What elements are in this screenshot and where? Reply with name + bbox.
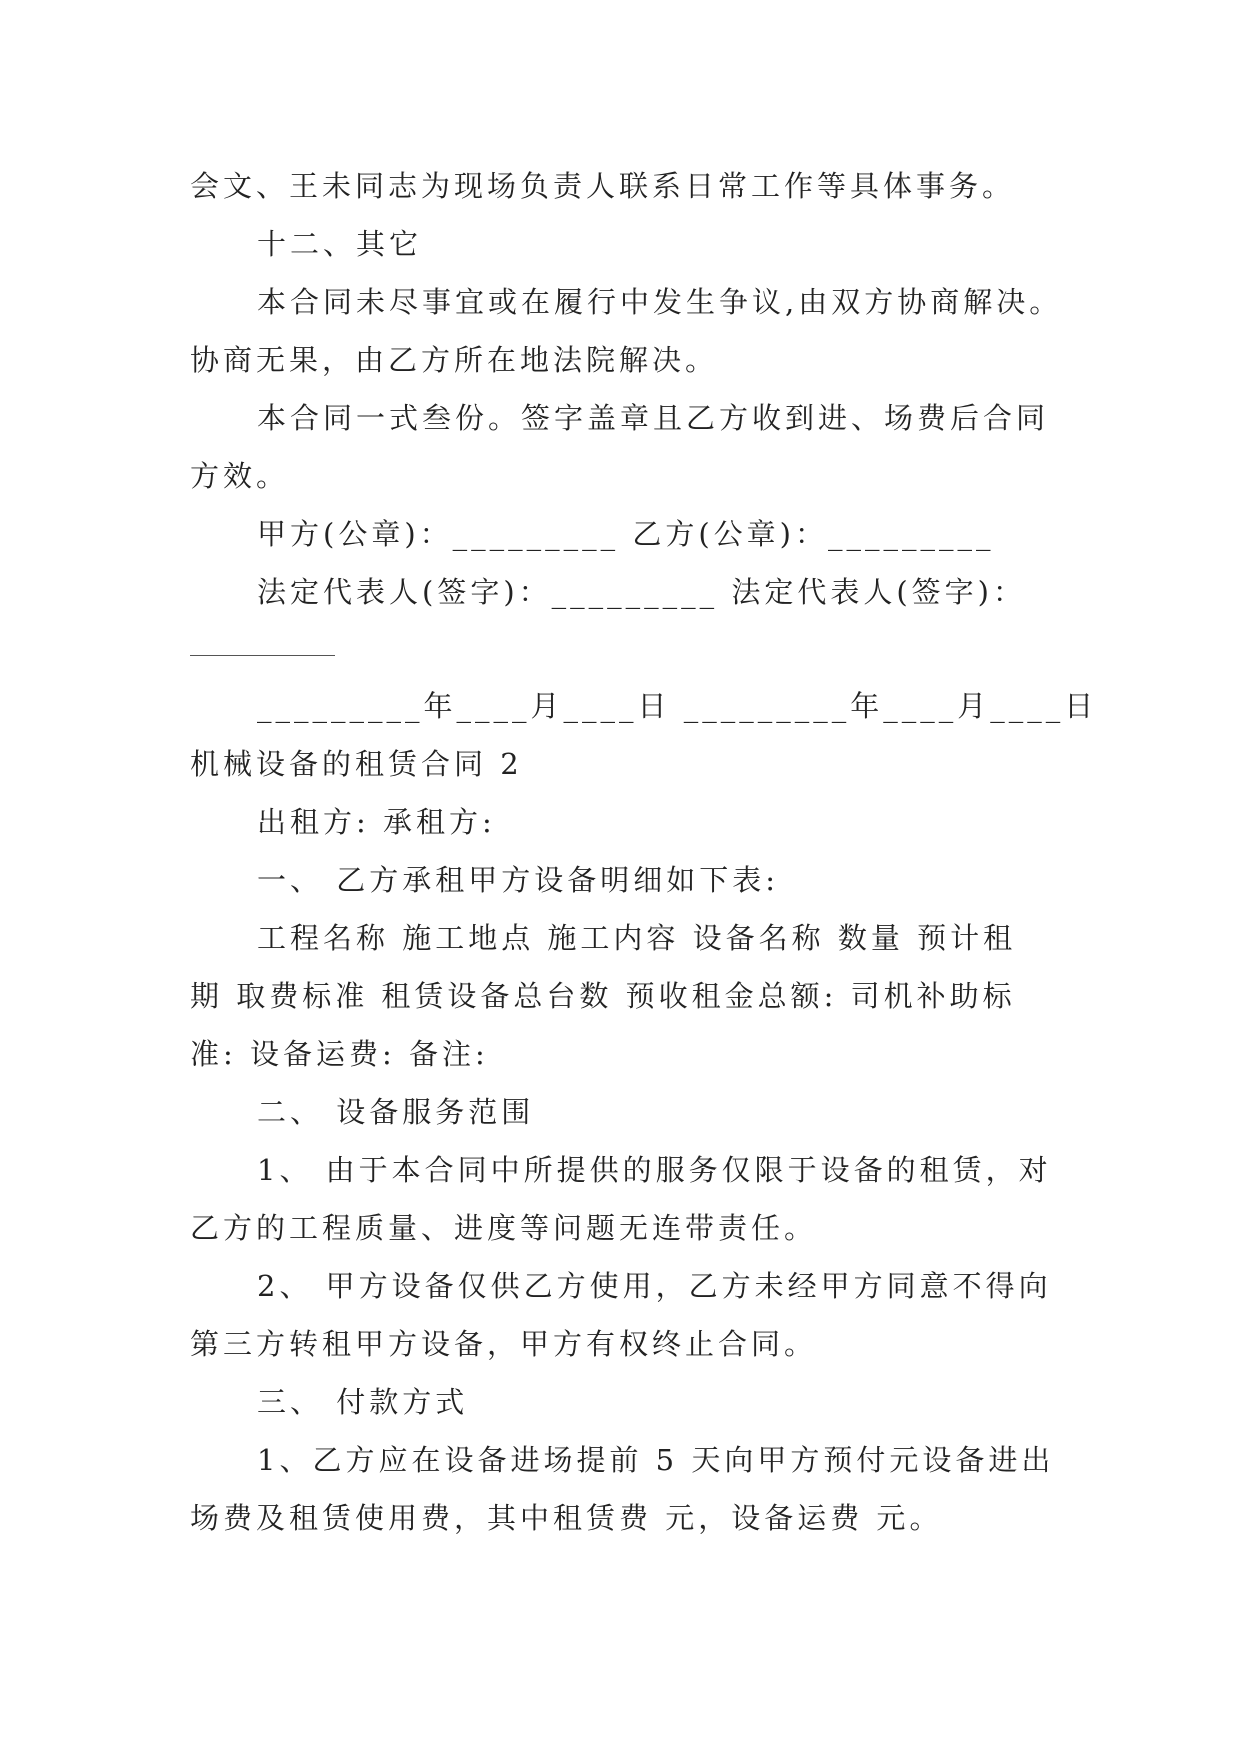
section-heading: 一、 乙方承租甲方设备明细如下表: <box>257 863 779 897</box>
signature-blank <box>190 655 335 656</box>
text-line: 第三方转租甲方设备，甲方有权终止合同。 <box>190 1327 818 1361</box>
section-heading: 三、 付款方式 <box>257 1385 469 1419</box>
text-line: 1、乙方应在设备进场提前 5 天向甲方预付元设备进出 <box>257 1443 1055 1477</box>
date-line: _________年____月____日 _________年____月____日 <box>257 689 1098 723</box>
text-line: 出租方: 承租方: <box>257 805 496 839</box>
text-line: 协商无果，由乙方所在地法院解决。 <box>190 343 719 377</box>
text-line: 工程名称 施工地点 施工内容 设备名称 数量 预计租 <box>257 921 1017 955</box>
text-line: 本合同一式叁份。签字盖章且乙方收到进、场费后合同 <box>257 401 1050 435</box>
text-line: 本合同未尽事宜或在履行中发生争议,由双方协商解决。 <box>257 285 1063 319</box>
text-line: 2、 甲方设备仅供乙方使用，乙方未经甲方同意不得向 <box>257 1269 1052 1303</box>
text-line: 方效。 <box>190 459 290 493</box>
text-line: 会文、王未同志为现场负责人联系日常工作等具体事务。 <box>190 169 1016 203</box>
section-heading: 十二、其它 <box>257 227 423 261</box>
document-title: 机械设备的租赁合同 2 <box>190 747 523 781</box>
section-heading: 二、 设备服务范围 <box>257 1095 535 1129</box>
text-line: 乙方的工程质量、进度等问题无连带责任。 <box>190 1211 818 1245</box>
text-line: 1、 由于本合同中所提供的服务仅限于设备的租赁，对 <box>257 1153 1052 1187</box>
signature-line: 法定代表人(签字)：_________ 法定代表人(签字)： <box>257 575 1026 609</box>
text-line: 准: 设备运费: 备注: <box>190 1037 489 1071</box>
signature-line: 甲方(公章)：_________ 乙方(公章)：_________ <box>257 517 995 551</box>
text-line: 场费及租赁使用费，其中租赁费 元，设备运费 元。 <box>190 1501 943 1535</box>
text-line: 期 取费标准 租赁设备总台数 预收租金总额: 司机补助标 <box>190 979 1016 1013</box>
